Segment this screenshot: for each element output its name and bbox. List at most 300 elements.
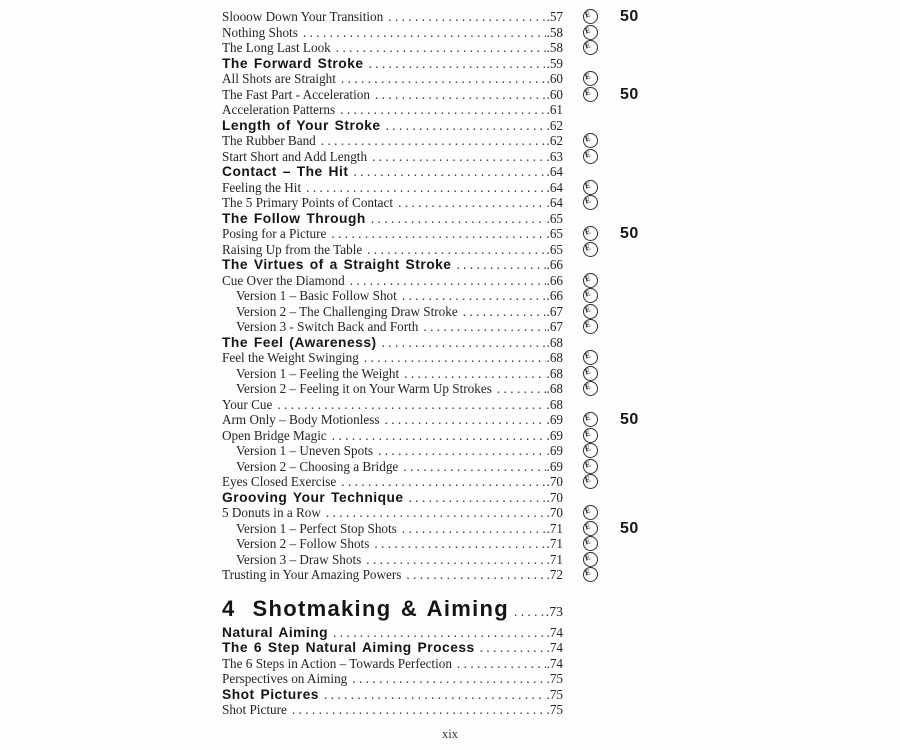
icon-cell xyxy=(563,195,618,210)
toc-entry-page: . 59 xyxy=(547,56,563,72)
dot-leader xyxy=(388,9,545,25)
toc-entry-label: Eyes Closed Exercise xyxy=(222,474,337,489)
exercise-icon xyxy=(583,87,598,102)
toc-entry-page: . 71 xyxy=(547,536,563,552)
icon-cell xyxy=(563,211,618,226)
exercise-icon-letter: E xyxy=(583,71,592,82)
toc-entry xyxy=(222,319,563,335)
exercise-icon-letter: E xyxy=(583,149,592,160)
toc-row xyxy=(222,133,690,149)
icon-cell xyxy=(563,118,618,133)
drill-number: 50 xyxy=(620,519,639,537)
icon-cell xyxy=(563,180,618,195)
dot-leader xyxy=(386,118,546,134)
exercise-icon-letter: E xyxy=(583,381,592,392)
icon-cell xyxy=(563,350,618,365)
toc-entry xyxy=(222,381,563,397)
toc-entry xyxy=(222,164,563,180)
toc-entry-page: . 69 xyxy=(547,412,563,428)
toc-row xyxy=(222,102,690,118)
toc-entry-page: . 61 xyxy=(547,102,563,118)
toc-entry xyxy=(222,671,563,687)
exercise-icon xyxy=(583,9,598,24)
toc-row xyxy=(222,211,690,227)
exercise-icon xyxy=(583,25,598,40)
dot-leader xyxy=(364,350,546,366)
exercise-icon-letter: E xyxy=(583,443,592,454)
toc-entry xyxy=(222,593,563,625)
drill-number: 50 xyxy=(620,8,639,25)
icon-cell xyxy=(563,521,618,536)
exercise-icon-letter: E xyxy=(583,288,592,299)
exercise-icon xyxy=(583,288,598,303)
toc-entry-label: Version 2 – Choosing a Bridge xyxy=(236,458,399,474)
drill-number: 50 xyxy=(620,225,639,242)
toc-row xyxy=(222,521,690,537)
toc-entry-page: . 73 xyxy=(546,604,563,620)
icon-cell xyxy=(563,552,618,567)
toc-row xyxy=(222,335,690,351)
dot-leader xyxy=(409,490,546,506)
exercise-icon xyxy=(583,133,598,148)
toc-row xyxy=(222,381,690,397)
exercise-icon xyxy=(583,381,598,396)
toc-entry-page: . 64 xyxy=(547,164,563,180)
toc-entry-page: . 62 xyxy=(547,118,563,134)
icon-cell xyxy=(563,412,618,427)
toc-entry xyxy=(222,521,563,537)
toc-entry-page: . 58 xyxy=(547,25,563,41)
toc-entry xyxy=(222,490,563,506)
icon-cell xyxy=(563,567,618,582)
dot-leader xyxy=(375,87,546,103)
toc-entry xyxy=(222,118,563,134)
toc-list xyxy=(222,9,690,718)
icon-cell xyxy=(563,671,618,686)
toc-row xyxy=(222,490,690,506)
dot-leader xyxy=(463,304,546,320)
toc-entry-page: . 68 xyxy=(547,335,563,351)
toc-entry-page: . 65 xyxy=(547,211,563,227)
dot-leader xyxy=(385,412,546,428)
toc-row xyxy=(222,149,690,165)
exercise-icon xyxy=(583,195,598,210)
toc-entry xyxy=(222,397,563,413)
toc-entry-page: . 70 xyxy=(547,490,563,506)
dot-leader xyxy=(371,211,546,227)
toc-entry-page: . 62 xyxy=(547,133,563,149)
icon-cell xyxy=(563,459,618,474)
icon-cell xyxy=(563,490,618,505)
toc-entry xyxy=(222,133,563,149)
dot-leader xyxy=(341,71,546,87)
toc-entry-page: . 57 xyxy=(547,9,563,25)
toc-row xyxy=(222,304,690,320)
toc-entry-label: Version 1 – Basic Follow Shot xyxy=(236,288,397,303)
dot-leader xyxy=(406,567,545,583)
toc-row xyxy=(222,474,690,490)
dot-leader xyxy=(514,604,545,620)
exercise-icon-letter: E xyxy=(583,9,592,20)
toc-entry-page: . 71 xyxy=(547,552,563,568)
toc-entry-label: The Virtues of a Straight Stroke xyxy=(222,257,452,272)
exercise-icon xyxy=(583,412,598,427)
exercise-icon xyxy=(583,443,598,458)
toc-row xyxy=(222,536,690,552)
toc-entry-label: The Long Last Look xyxy=(222,40,331,55)
exercise-icon-letter: E xyxy=(583,25,592,36)
toc-row xyxy=(222,226,690,242)
toc-entry xyxy=(222,702,563,718)
toc-entry-page: . 65 xyxy=(547,226,563,242)
exercise-icon xyxy=(583,40,598,55)
toc-entry xyxy=(222,335,563,351)
toc-entry xyxy=(222,71,563,87)
icon-cell xyxy=(563,474,618,489)
icon-cell xyxy=(563,304,618,319)
toc-row xyxy=(222,195,690,211)
dot-leader xyxy=(402,288,546,304)
toc-entry-label: Version 3 - Switch Back and Forth xyxy=(236,319,419,334)
toc-entry-page: . 65 xyxy=(547,242,563,258)
toc-entry-page: . 74 xyxy=(547,656,563,672)
icon-cell xyxy=(563,71,618,86)
toc-entry-label: Nothing Shots xyxy=(222,24,298,40)
exercise-icon-letter: E xyxy=(583,242,592,253)
exercise-icon xyxy=(583,71,598,86)
toc-row xyxy=(222,164,690,180)
icon-cell xyxy=(563,56,618,71)
exercise-icon-letter: E xyxy=(583,428,592,439)
toc-entry-page: . 66 xyxy=(547,273,563,289)
toc-entry-label: Feel the Weight Swinging xyxy=(222,350,359,365)
dot-leader xyxy=(352,671,545,687)
dot-leader xyxy=(403,459,545,475)
dot-leader xyxy=(366,552,545,568)
toc-entry xyxy=(222,180,563,196)
toc-row xyxy=(222,40,690,56)
icon-cell xyxy=(563,640,618,655)
toc-entry xyxy=(222,567,563,583)
exercise-icon-letter: E xyxy=(583,412,592,423)
icon-cell xyxy=(563,102,618,117)
dot-leader xyxy=(331,226,545,242)
exercise-icon xyxy=(583,350,598,365)
exercise-icon xyxy=(583,319,598,334)
exercise-icon xyxy=(583,226,598,241)
toc-entry xyxy=(222,242,563,258)
exercise-icon-letter: E xyxy=(583,350,592,361)
toc-entry-label: Feeling the Hit xyxy=(222,179,302,195)
toc-entry-label: 4 Shotmaking & Aiming xyxy=(222,595,509,621)
icon-cell xyxy=(563,335,618,350)
toc-row xyxy=(222,288,690,304)
toc-entry-page: . 66 xyxy=(547,257,563,273)
exercise-icon-letter: E xyxy=(583,319,592,330)
exercise-icon-letter: E xyxy=(583,180,592,191)
toc-entry-label: Your Cue xyxy=(222,396,273,412)
toc-row xyxy=(222,687,690,703)
toc-row xyxy=(222,625,690,641)
toc-entry xyxy=(222,656,563,672)
icon-cell xyxy=(563,625,618,640)
toc-row xyxy=(222,428,690,444)
dot-leader xyxy=(404,366,545,382)
exercise-icon xyxy=(583,521,598,536)
toc-entry-page: . 63 xyxy=(547,149,563,165)
toc-entry-label: Version 3 – Draw Shots xyxy=(236,551,362,567)
icon-cell xyxy=(563,87,618,102)
icon-cell xyxy=(563,288,618,303)
toc-entry-page: . 58 xyxy=(547,40,563,56)
exercise-icon-letter: E xyxy=(583,195,592,206)
toc-entry-label: Perspectives on Aiming xyxy=(222,671,348,686)
toc-entry-label: Version 2 – Feeling it on Your Warm Up Strokes xyxy=(236,381,492,396)
toc-entry xyxy=(222,149,563,165)
toc-entry-page: . 72 xyxy=(547,567,563,583)
toc-row xyxy=(222,242,690,258)
toc-row xyxy=(222,180,690,196)
toc-entry-page: . 68 xyxy=(547,397,563,413)
toc-entry xyxy=(222,625,563,641)
toc-entry-label: Natural Aiming xyxy=(222,624,329,640)
toc-entry-page: . 70 xyxy=(547,505,563,521)
icon-cell xyxy=(563,381,618,396)
exercise-icon-letter: E xyxy=(583,273,592,284)
toc-entry xyxy=(222,428,563,444)
toc-entry-label: The Rubber Band xyxy=(222,133,316,148)
toc-row xyxy=(222,412,690,428)
icon-cell xyxy=(563,505,618,520)
exercise-icon xyxy=(583,552,598,567)
dot-leader xyxy=(369,56,546,72)
exercise-icon xyxy=(583,273,598,288)
toc-entry-label: Arm Only – Body Motionless xyxy=(222,412,380,427)
toc-entry-page: . 60 xyxy=(547,87,563,103)
toc-entry-page: . 75 xyxy=(547,671,563,687)
toc-row xyxy=(222,87,690,103)
toc-entry-label: Posing for a Picture xyxy=(222,226,327,241)
icon-cell xyxy=(563,443,618,458)
toc-entry xyxy=(222,273,563,289)
toc-entry xyxy=(222,640,563,656)
toc-entry-page: . 75 xyxy=(547,687,563,703)
icon-cell xyxy=(563,273,618,288)
toc-entry-label: Contact – The Hit xyxy=(222,164,349,179)
toc-entry-label: Version 1 – Uneven Spots xyxy=(236,443,373,458)
dot-leader xyxy=(423,319,545,335)
toc-entry-page: . 75 xyxy=(547,702,563,718)
exercise-icon-letter: E xyxy=(583,133,592,144)
icon-cell xyxy=(563,601,618,616)
toc-entry-page: . 69 xyxy=(547,459,563,475)
toc-entry-label: All Shots are Straight xyxy=(222,71,336,86)
icon-cell xyxy=(563,687,618,702)
toc-entry-label: The 6 Steps in Action – Towards Perfection xyxy=(222,655,452,671)
toc-entry xyxy=(222,195,563,211)
toc-entry-label: Slooow Down Your Transition xyxy=(222,9,384,24)
toc-row xyxy=(222,593,690,625)
dot-leader xyxy=(480,640,546,656)
toc-row xyxy=(222,702,690,718)
icon-cell xyxy=(563,25,618,40)
toc-entry-label: Shot Pictures xyxy=(222,686,319,702)
toc-entry xyxy=(222,552,563,568)
toc-entry-label: Open Bridge Magic xyxy=(222,427,327,443)
toc-row xyxy=(222,552,690,568)
toc-entry xyxy=(222,226,563,242)
toc-row xyxy=(222,640,690,656)
icon-cell xyxy=(563,226,618,241)
dot-leader xyxy=(398,195,545,211)
exercise-icon xyxy=(583,366,598,381)
toc-entry-label: Version 1 – Feeling the Weight xyxy=(236,365,400,381)
toc-entry-label: Start Short and Add Length xyxy=(222,148,368,164)
toc-entry-label: Length of Your Stroke xyxy=(222,117,381,133)
toc-entry-page: . 74 xyxy=(547,625,563,641)
icon-cell xyxy=(563,164,618,179)
toc-entry xyxy=(222,505,563,521)
toc-entry xyxy=(222,304,563,320)
dot-leader xyxy=(321,133,546,149)
drill-number: 50 xyxy=(620,411,639,428)
exercise-icon xyxy=(583,474,598,489)
exercise-icon-letter: E xyxy=(583,87,592,98)
dot-leader xyxy=(353,164,545,180)
dot-leader xyxy=(457,656,546,672)
toc-row xyxy=(222,366,690,382)
toc-row xyxy=(222,397,690,413)
toc-row xyxy=(222,273,690,289)
toc-entry xyxy=(222,350,563,366)
exercise-icon xyxy=(583,242,598,257)
toc-entry-page: . 67 xyxy=(547,304,563,320)
toc-entry-page: . 69 xyxy=(547,428,563,444)
icon-cell xyxy=(563,656,618,671)
exercise-icon-letter: E xyxy=(583,521,592,532)
icon-cell xyxy=(563,397,618,412)
dot-leader xyxy=(333,625,545,641)
toc-row xyxy=(222,567,690,583)
toc-row xyxy=(222,319,690,335)
icon-cell xyxy=(563,536,618,551)
toc-entry-label: Raising Up from the Table xyxy=(222,241,363,257)
toc-entry-label: 5 Donuts in a Row xyxy=(222,505,321,520)
exercise-icon-letter: E xyxy=(583,474,592,485)
toc-entry-label: Trusting in Your Amazing Powers xyxy=(222,567,402,582)
toc-entry-label: The Forward Stroke xyxy=(222,55,364,71)
icon-cell xyxy=(563,133,618,148)
toc-entry xyxy=(222,87,563,103)
dot-leader xyxy=(341,474,545,490)
toc-entry-label: The Fast Part - Acceleration xyxy=(222,86,370,102)
exercise-icon-letter: E xyxy=(583,40,592,51)
exercise-icon-letter: E xyxy=(583,536,592,547)
toc-entry-page: . 71 xyxy=(547,521,563,537)
exercise-icon-letter: E xyxy=(583,226,592,237)
toc-entry-page: . 60 xyxy=(547,71,563,87)
toc-row xyxy=(222,25,690,41)
exercise-icon-letter: E xyxy=(583,552,592,563)
exercise-icon xyxy=(583,505,598,520)
exercise-icon-letter: E xyxy=(583,567,592,578)
toc-entry-label: Acceleration Patterns xyxy=(222,102,336,117)
dot-leader xyxy=(378,443,546,459)
exercise-icon xyxy=(583,459,598,474)
exercise-icon-letter: E xyxy=(583,505,592,516)
toc-entry-page: . 68 xyxy=(547,366,563,382)
toc-row xyxy=(222,71,690,87)
exercise-icon xyxy=(583,149,598,164)
icon-cell xyxy=(563,702,618,717)
toc-entry-page: . 68 xyxy=(547,350,563,366)
toc-entry xyxy=(222,443,563,459)
icon-cell xyxy=(563,40,618,55)
toc-entry-label: Version 1 – Perfect Stop Shots xyxy=(236,520,397,536)
toc-entry xyxy=(222,687,563,703)
toc-entry-page: . 66 xyxy=(547,288,563,304)
toc-row xyxy=(222,56,690,72)
dot-leader xyxy=(324,687,546,703)
toc-entry-label: The 5 Primary Points of Contact xyxy=(222,195,394,210)
toc-entry-page: . 64 xyxy=(547,195,563,211)
toc-entry xyxy=(222,211,563,227)
toc-row xyxy=(222,350,690,366)
toc-row xyxy=(222,257,690,273)
dot-leader xyxy=(374,536,545,552)
toc-row xyxy=(222,9,690,25)
dot-leader xyxy=(277,397,545,413)
toc-entry-label: The 6 Step Natural Aiming Process xyxy=(222,640,475,655)
toc-entry-label: Cue Over the Diamond xyxy=(222,272,345,288)
exercise-icon xyxy=(583,567,598,582)
dot-leader xyxy=(336,40,546,56)
toc-row xyxy=(222,118,690,134)
icon-cell xyxy=(563,428,618,443)
toc-row xyxy=(222,505,690,521)
toc-entry-label: Version 2 – Follow Shots xyxy=(236,536,370,551)
toc-entry xyxy=(222,366,563,382)
toc-entry-page: . 74 xyxy=(547,640,563,656)
toc-entry xyxy=(222,40,563,56)
exercise-icon xyxy=(583,180,598,195)
toc-entry-label: Grooving Your Technique xyxy=(222,489,404,505)
dot-leader xyxy=(372,149,545,165)
exercise-icon-letter: E xyxy=(583,366,592,377)
toc-entry-label: Shot Picture xyxy=(222,702,287,717)
dot-leader xyxy=(367,242,545,258)
toc-entry xyxy=(222,288,563,304)
toc-row xyxy=(222,443,690,459)
dot-leader xyxy=(340,102,545,118)
toc-entry-page: . 68 xyxy=(547,381,563,397)
exercise-icon-letter: E xyxy=(583,459,592,470)
icon-cell xyxy=(563,366,618,381)
toc-entry-page: . 67 xyxy=(547,319,563,335)
dot-leader xyxy=(326,505,546,521)
toc-entry-page: . 70 xyxy=(547,474,563,490)
toc-entry xyxy=(222,9,563,25)
icon-cell xyxy=(563,149,618,164)
exercise-icon-letter: E xyxy=(583,304,592,315)
toc-entry-label: The Feel (Awareness) xyxy=(222,334,377,350)
toc-entry xyxy=(222,412,563,428)
drill-number: 50 xyxy=(620,85,639,103)
toc-entry xyxy=(222,536,563,552)
dot-leader xyxy=(303,25,546,41)
toc-entry xyxy=(222,257,563,273)
dot-leader xyxy=(456,257,545,273)
